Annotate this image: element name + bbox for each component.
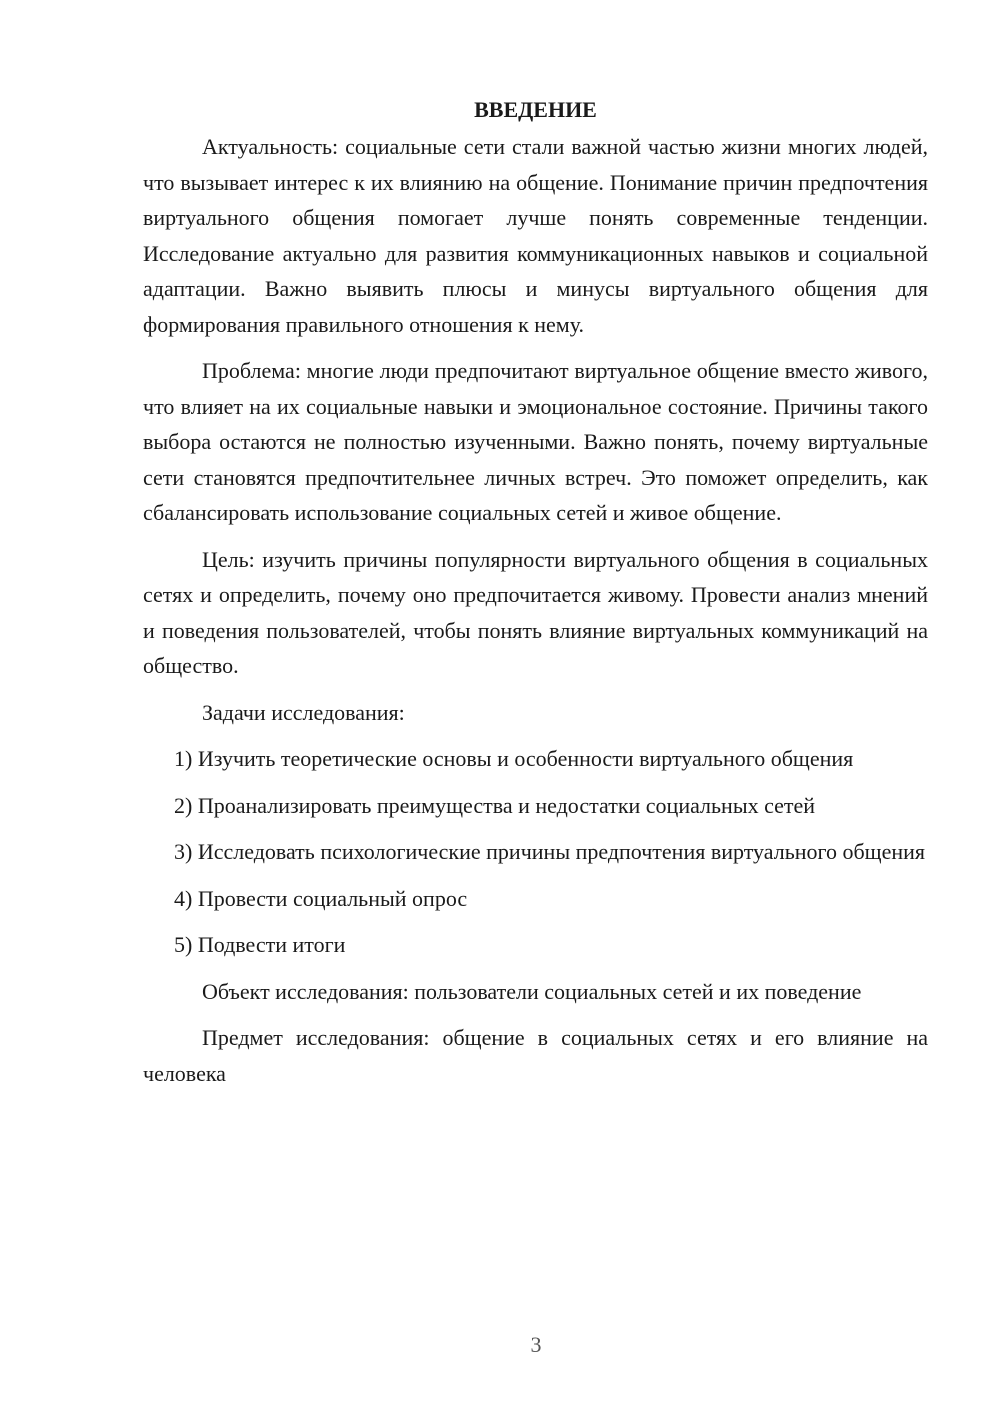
task-item-5: 5) Подвести итоги — [174, 932, 346, 957]
task-item-2: 2) Проанализировать преимущества и недостатки социальных сетей — [174, 792, 816, 818]
document-page — [143, 92, 928, 1091]
page-number: 3 — [530, 1332, 542, 1357]
task-item-3: 3) Исследовать психологические причины предпочтения виртуального общения — [174, 839, 926, 864]
section-heading: ВВЕДЕНИЕ — [474, 97, 597, 122]
subject-paragraph: Предмет исследования: общение в социальных сетях и его влияние на человека — [143, 1025, 928, 1086]
tasks-title: Задачи исследования: — [202, 699, 405, 725]
object-paragraph: Объект исследования: пользователи социальных сетей и их поведение — [202, 978, 862, 1004]
task-item-4: 4) Провести социальный опрос — [174, 885, 468, 911]
goal-paragraph: Цель: изучить причины популярности виртуального общения в социальных сетях и определить, почему оно предпочитается живому. Провести анализ мнений и поведения пользователей, чтобы понять влияние виртуальных коммуникаций на общество. — [143, 546, 928, 678]
task-item-1: 1) Изучить теоретические основы и особенности виртуального общения — [174, 746, 854, 771]
relevance-paragraph: Актуальность: социальные сети стали важной частью жизни многих людей, что вызывает интерес к их влиянию на общение. Понимание причин предпочтения виртуального общения помогает лучше понять современные тенденции. Исследование актуально для развития коммуникационных навыков и социальной адаптации. Важно выявить плюсы и минусы виртуального общения для формирования правильного отношения к нему. — [143, 134, 928, 337]
problem-paragraph: Проблема: многие люди предпочитают виртуальное общение вместо живого, что влияет на их социальные навыки и эмоциональное состояние. Причины такого выбора остаются не полностью изученными. Важно понять, почему виртуальные сети становятся предпочтительнее личных встреч. Это поможет определить, как сбалансировать использование социальных сетей и живое общение. — [143, 358, 928, 525]
